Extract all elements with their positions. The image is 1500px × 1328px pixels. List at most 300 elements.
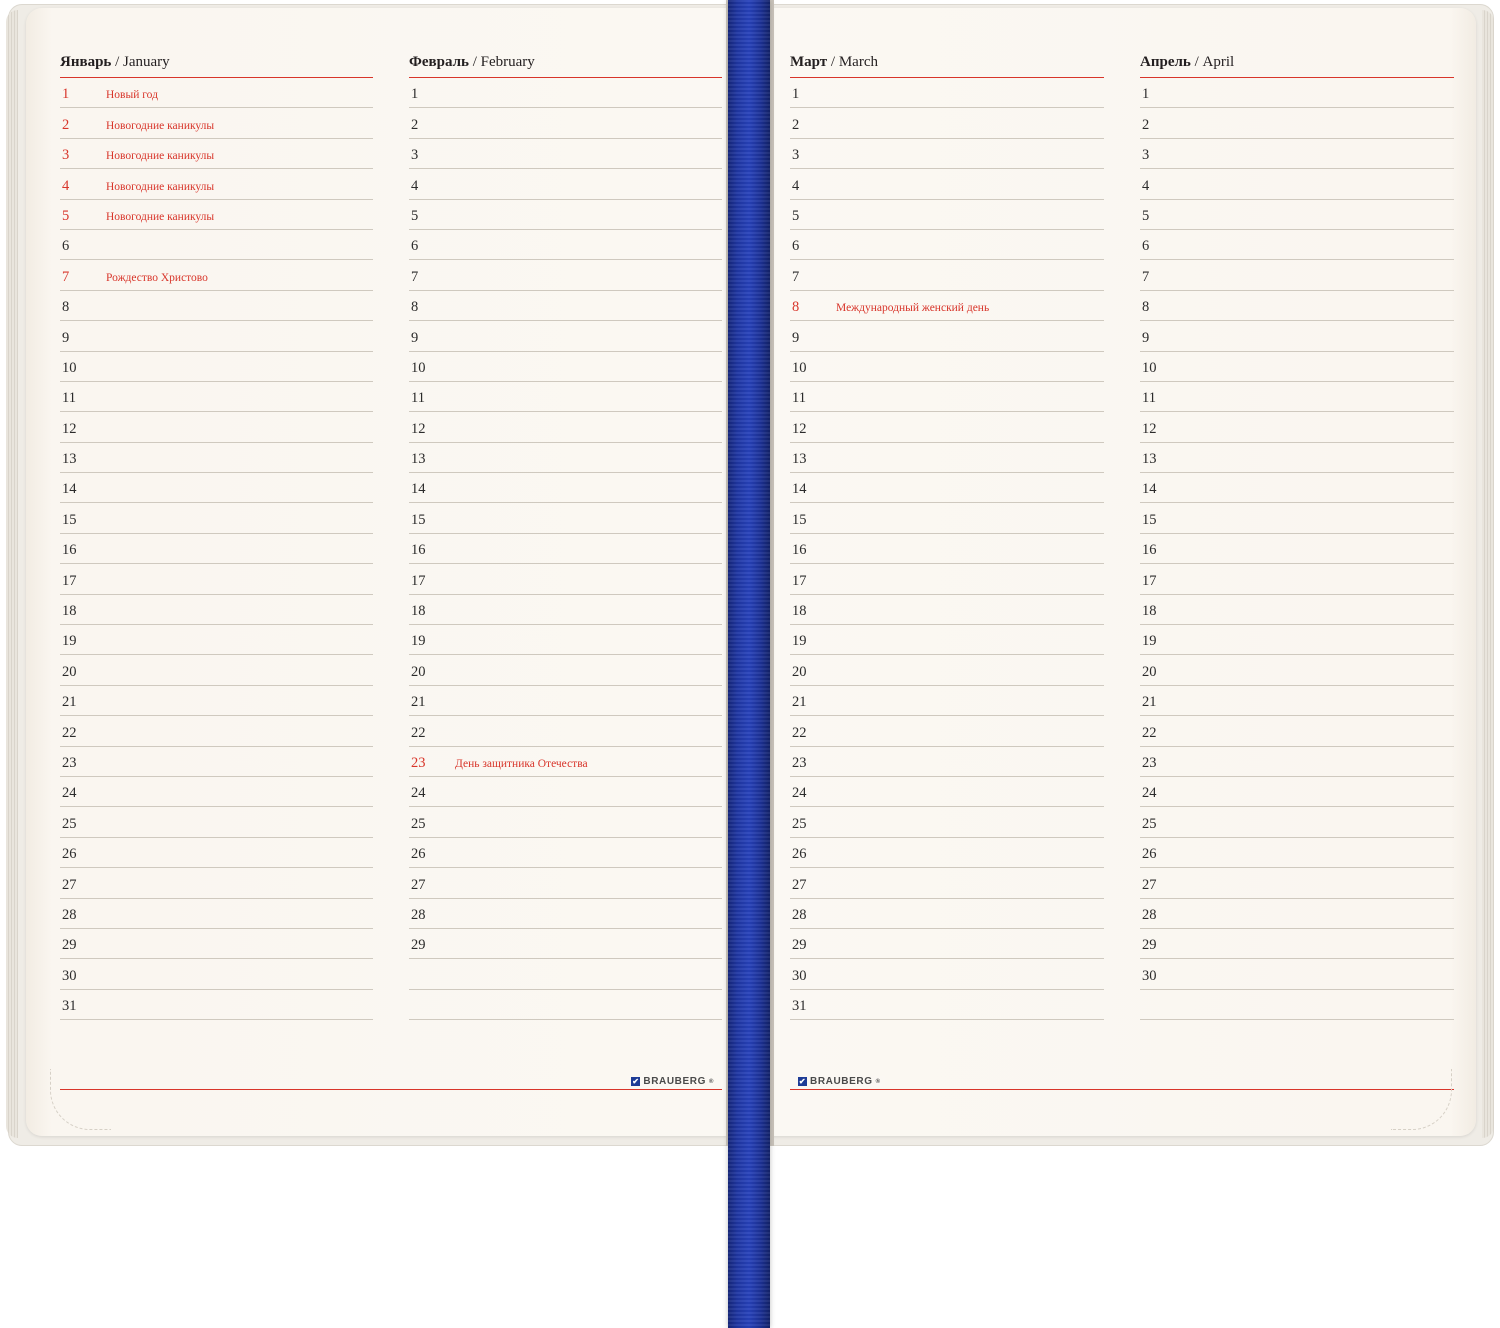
day-number: 23: [411, 754, 426, 771]
day-note: [102, 405, 106, 411]
day-number: 6: [411, 238, 419, 255]
day-number: 10: [792, 359, 807, 376]
day-note: [451, 831, 455, 837]
day-note: [451, 588, 455, 594]
day-row: [1140, 108, 1454, 138]
day-note: [102, 922, 106, 928]
day-number: 10: [411, 359, 426, 376]
day-note: [832, 132, 836, 138]
day-note: [451, 861, 455, 867]
day-row: [790, 200, 1104, 230]
day-row: [409, 352, 722, 382]
day-row: [1140, 777, 1454, 807]
day-note: [1182, 223, 1186, 229]
month-heading-april: [1140, 54, 1454, 78]
day-note: [451, 284, 455, 290]
day-note: [1182, 740, 1186, 746]
day-number: 9: [792, 329, 800, 346]
day-number: 26: [62, 846, 77, 863]
day-note: [1182, 345, 1186, 351]
day-number: 3: [792, 147, 800, 164]
day-row: [60, 959, 373, 989]
month-column-march: [790, 54, 1122, 1098]
day-note: [451, 193, 455, 199]
day-note: [1182, 193, 1186, 199]
day-number: 27: [62, 876, 77, 893]
day-note: [1182, 253, 1186, 259]
day-row: [790, 807, 1104, 837]
day-row: [60, 807, 373, 837]
day-note: [451, 892, 455, 898]
day-number: 9: [1142, 329, 1150, 346]
day-row: [1140, 230, 1454, 260]
day-note: [832, 952, 836, 958]
day-row: [60, 382, 373, 412]
day-number: 15: [62, 511, 77, 528]
day-row: [60, 564, 373, 594]
day-note: [832, 861, 836, 867]
day-row: [1140, 747, 1454, 777]
day-note: [102, 861, 106, 867]
day-number: 21: [1142, 694, 1157, 711]
day-row: [60, 929, 373, 959]
day-row: [790, 959, 1104, 989]
day-row: [790, 747, 1104, 777]
day-number: 20: [792, 663, 807, 680]
day-row: [409, 412, 722, 442]
day-row: [409, 929, 722, 959]
day-row: [60, 108, 373, 138]
day-note: [832, 253, 836, 259]
day-number: 7: [1142, 268, 1150, 285]
day-note: Международный женский день: [836, 302, 990, 315]
day-row: [409, 200, 722, 230]
day-row: [790, 382, 1104, 412]
day-number: 16: [792, 542, 807, 559]
day-number: 23: [62, 754, 77, 771]
day-note: Новогодние каникулы: [106, 210, 215, 223]
month-name-en: January: [123, 54, 170, 70]
day-note: [102, 496, 106, 502]
day-note: Новогодние каникулы: [106, 119, 215, 132]
day-number: 1: [411, 86, 419, 103]
day-number: 7: [792, 268, 800, 285]
day-row: [790, 686, 1104, 716]
day-note: [1182, 496, 1186, 502]
day-note: [1182, 770, 1186, 776]
day-row: [409, 139, 722, 169]
day-note: [451, 679, 455, 685]
day-number: 16: [1142, 542, 1157, 559]
day-row: [790, 352, 1104, 382]
day-row: [60, 838, 373, 868]
day-number: 20: [1142, 663, 1157, 680]
day-number: 21: [411, 694, 426, 711]
day-number: 6: [1142, 238, 1150, 255]
brand-registered-symbol: ®: [708, 1078, 714, 1085]
day-note: [832, 679, 836, 685]
month-column-february: [391, 54, 722, 1098]
day-number: 30: [792, 967, 807, 984]
day-row: [790, 595, 1104, 625]
day-note: [102, 1013, 106, 1019]
day-row: [1140, 929, 1454, 959]
month-name-ru: Апрель: [1140, 54, 1191, 70]
day-note: [451, 648, 455, 654]
day-note: [1182, 892, 1186, 898]
day-number: 26: [792, 846, 807, 863]
day-number: 13: [411, 451, 426, 468]
day-row: [1140, 382, 1454, 412]
day-note: [102, 740, 106, 746]
page-right: [760, 8, 1476, 1136]
day-number: 20: [62, 663, 77, 680]
day-number: 26: [1142, 846, 1157, 863]
day-row: [790, 139, 1104, 169]
day-row: [60, 868, 373, 898]
day-list-january: [60, 78, 373, 1020]
day-number: 8: [792, 299, 800, 316]
day-note: [832, 345, 836, 351]
day-number: 15: [1142, 511, 1157, 528]
day-row: [60, 686, 373, 716]
day-number: 19: [1142, 633, 1157, 650]
day-number: 5: [792, 207, 800, 224]
day-note: [1182, 922, 1186, 928]
day-note: [832, 618, 836, 624]
month-column-january: [60, 54, 391, 1098]
day-number: 18: [792, 603, 807, 620]
day-number: 2: [792, 116, 800, 133]
day-row: [790, 868, 1104, 898]
day-note: [1182, 101, 1186, 107]
day-row: [1140, 78, 1454, 108]
day-row: [1140, 868, 1454, 898]
day-row: [790, 990, 1104, 1020]
day-number: 23: [1142, 754, 1157, 771]
day-number: 11: [62, 390, 76, 407]
day-number: 11: [1142, 390, 1156, 407]
day-row: [790, 777, 1104, 807]
day-number: 19: [792, 633, 807, 650]
day-note: [1182, 314, 1186, 320]
day-note: [451, 375, 455, 381]
day-row: [790, 108, 1104, 138]
day-row: [60, 291, 373, 321]
day-row: [409, 473, 722, 503]
day-note: [832, 831, 836, 837]
day-number: 18: [62, 603, 77, 620]
day-row: [60, 412, 373, 442]
day-row: [60, 321, 373, 351]
day-row: [1140, 686, 1454, 716]
brand-logo-left: [627, 1076, 718, 1087]
page-footer-rule-left: [60, 1089, 722, 1090]
month-name-en: February: [480, 54, 535, 70]
day-number: 27: [411, 876, 426, 893]
day-row-empty: [1140, 990, 1454, 1020]
day-note: [832, 162, 836, 168]
day-note: [451, 223, 455, 229]
day-number: 4: [1142, 177, 1150, 194]
day-number: 4: [792, 177, 800, 194]
day-note: [832, 284, 836, 290]
day-number: 31: [62, 998, 77, 1015]
day-number: 2: [1142, 116, 1150, 133]
day-row: [409, 503, 722, 533]
page-edge-left: [6, 10, 18, 1138]
day-number: 25: [792, 815, 807, 832]
day-note: [1182, 466, 1186, 472]
day-number: 7: [62, 268, 70, 285]
day-row: [409, 655, 722, 685]
day-note: [1182, 618, 1186, 624]
day-row: [60, 260, 373, 290]
day-row: [790, 899, 1104, 929]
day-note: [832, 223, 836, 229]
day-row: [1140, 838, 1454, 868]
day-row: [60, 78, 373, 108]
day-row: [1140, 564, 1454, 594]
day-row: [60, 139, 373, 169]
day-number: 28: [411, 906, 426, 923]
day-number: 28: [1142, 906, 1157, 923]
day-number: 18: [411, 603, 426, 620]
day-note: [1182, 679, 1186, 685]
day-row: [409, 169, 722, 199]
day-note: [832, 466, 836, 472]
day-note: [832, 557, 836, 563]
day-note: [102, 648, 106, 654]
brand-name: BRAUBERG: [643, 1076, 706, 1087]
day-number: 3: [62, 147, 70, 164]
day-row: [409, 716, 722, 746]
day-row: [790, 321, 1104, 351]
day-row: [1140, 473, 1454, 503]
day-number: 22: [411, 724, 426, 741]
day-number: 6: [62, 238, 70, 255]
day-note: [832, 375, 836, 381]
day-row: [60, 534, 373, 564]
day-number: 12: [1142, 420, 1157, 437]
day-note: [451, 314, 455, 320]
day-row: [409, 838, 722, 868]
day-note: Рождество Христово: [106, 271, 208, 284]
day-list-march: [790, 78, 1104, 1020]
day-note: [832, 436, 836, 442]
day-row: [409, 108, 722, 138]
brand-name: BRAUBERG: [810, 1076, 873, 1087]
day-row: [409, 564, 722, 594]
day-note: [102, 466, 106, 472]
day-number: 12: [792, 420, 807, 437]
month-name-ru: Январь: [60, 54, 112, 70]
day-row: [1140, 412, 1454, 442]
day-note: [832, 648, 836, 654]
day-number: 4: [411, 177, 419, 194]
day-row: [60, 990, 373, 1020]
page-footer-rule-right: [790, 1089, 1454, 1090]
day-note: [451, 557, 455, 563]
day-row: [409, 230, 722, 260]
day-note: [102, 345, 106, 351]
day-note: [832, 193, 836, 199]
day-number: 29: [411, 937, 426, 954]
day-row: [409, 747, 722, 777]
day-row: [60, 169, 373, 199]
page-corner-bottom-left: [50, 1069, 111, 1130]
day-note: [832, 709, 836, 715]
day-note: [1182, 436, 1186, 442]
day-number: 10: [1142, 359, 1157, 376]
day-row: [60, 655, 373, 685]
day-row: [409, 260, 722, 290]
day-list-february: [409, 78, 722, 1020]
day-number: 3: [411, 147, 419, 164]
day-row: [790, 443, 1104, 473]
day-number: 1: [62, 86, 70, 103]
day-number: 25: [1142, 815, 1157, 832]
day-row: [1140, 200, 1454, 230]
day-number: 27: [792, 876, 807, 893]
day-number: 24: [1142, 785, 1157, 802]
day-number: 21: [62, 694, 77, 711]
day-note: [1182, 284, 1186, 290]
day-note: [832, 770, 836, 776]
day-number: 14: [411, 481, 426, 498]
day-number: 1: [1142, 86, 1150, 103]
day-number: 21: [792, 694, 807, 711]
day-number: 29: [62, 937, 77, 954]
day-note: [1182, 648, 1186, 654]
day-number: 5: [411, 207, 419, 224]
day-note: [102, 436, 106, 442]
month-column-april: [1122, 54, 1454, 1098]
day-number: 22: [62, 724, 77, 741]
day-note: [102, 709, 106, 715]
day-number: 14: [62, 481, 77, 498]
day-row: [790, 625, 1104, 655]
day-number: 24: [62, 785, 77, 802]
day-row: [60, 473, 373, 503]
day-row: [790, 534, 1104, 564]
day-note: [102, 892, 106, 898]
month-name-ru: Февраль: [409, 54, 469, 70]
day-row: [790, 929, 1104, 959]
day-number: 10: [62, 359, 77, 376]
day-row: [1140, 534, 1454, 564]
day-note: [451, 740, 455, 746]
day-number: 24: [792, 785, 807, 802]
day-note: [451, 132, 455, 138]
day-row: [790, 716, 1104, 746]
day-row: [1140, 807, 1454, 837]
day-note: [451, 436, 455, 442]
day-note: [1182, 405, 1186, 411]
day-row: [60, 747, 373, 777]
day-number: 12: [62, 420, 77, 437]
month-name-en: March: [838, 54, 878, 70]
month-name-separator: /: [472, 54, 477, 70]
day-note: [1182, 557, 1186, 563]
month-heading-january: [60, 54, 373, 78]
month-name-en: April: [1202, 54, 1235, 70]
day-note: [832, 588, 836, 594]
day-number: 14: [792, 481, 807, 498]
day-note: [451, 952, 455, 958]
day-note: [1182, 375, 1186, 381]
day-row: [409, 382, 722, 412]
day-number: 18: [1142, 603, 1157, 620]
day-number: 9: [411, 329, 419, 346]
day-number: 5: [1142, 207, 1150, 224]
day-row: [790, 473, 1104, 503]
day-number: 14: [1142, 481, 1157, 498]
day-number: 7: [411, 268, 419, 285]
day-number: 15: [792, 511, 807, 528]
day-note: [102, 618, 106, 624]
day-row: [1140, 625, 1454, 655]
day-row: [409, 291, 722, 321]
day-row: [790, 655, 1104, 685]
day-note: [451, 496, 455, 502]
day-note: [1182, 709, 1186, 715]
page-right-columns: [790, 54, 1454, 1098]
day-row: [790, 230, 1104, 260]
day-row: [1140, 595, 1454, 625]
day-number: 11: [411, 390, 425, 407]
day-number: 15: [411, 511, 426, 528]
day-row: [1140, 716, 1454, 746]
day-row: [60, 230, 373, 260]
day-number: 13: [62, 451, 77, 468]
day-note: [451, 527, 455, 533]
day-row: [790, 291, 1104, 321]
day-note: [1182, 861, 1186, 867]
day-list-april: [1140, 78, 1454, 1020]
day-note: [1182, 800, 1186, 806]
day-note: [832, 800, 836, 806]
day-number: 12: [411, 420, 426, 437]
month-name-ru: Март: [790, 54, 828, 70]
day-note: [102, 770, 106, 776]
day-row: [409, 321, 722, 351]
day-row: [60, 716, 373, 746]
day-row: [1140, 655, 1454, 685]
day-number: 5: [62, 207, 70, 224]
day-row: [409, 868, 722, 898]
day-number: 19: [411, 633, 426, 650]
day-number: 25: [411, 815, 426, 832]
day-note: [1182, 952, 1186, 958]
day-number: 11: [792, 390, 806, 407]
day-row: [409, 443, 722, 473]
day-number: 24: [411, 785, 426, 802]
day-note: [451, 800, 455, 806]
day-note: [451, 405, 455, 411]
day-note: [1182, 588, 1186, 594]
day-row: [60, 503, 373, 533]
day-note: [451, 253, 455, 259]
day-note: День защитника Отечества: [455, 757, 588, 770]
day-row: [409, 777, 722, 807]
day-row-empty: [409, 990, 722, 1020]
day-note: Новогодние каникулы: [106, 180, 215, 193]
day-note: [102, 314, 106, 320]
day-number: 13: [1142, 451, 1157, 468]
month-name-separator: /: [830, 54, 836, 70]
day-number: 26: [411, 846, 426, 863]
